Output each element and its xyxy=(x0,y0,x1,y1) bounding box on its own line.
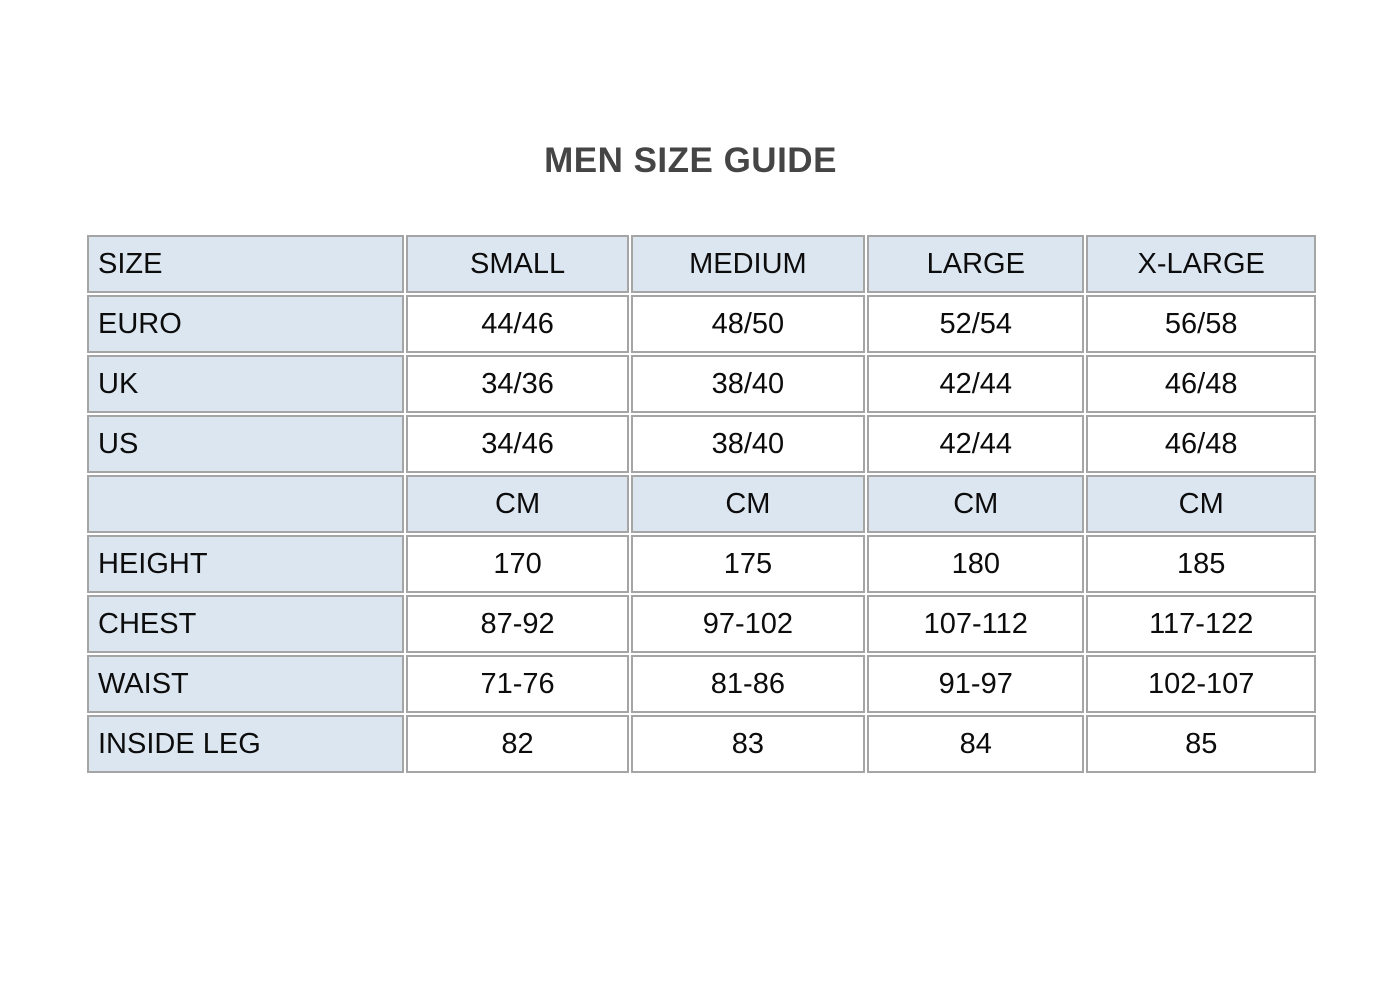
value-cell: 180 xyxy=(867,535,1084,593)
table-row xyxy=(87,475,1316,533)
value-cell: 87-92 xyxy=(406,595,628,653)
value-cell: 83 xyxy=(631,715,865,773)
page-title: MEN SIZE GUIDE xyxy=(544,141,837,180)
row-label-cell: HEIGHT xyxy=(87,535,404,593)
row-label-cell: WAIST xyxy=(87,655,404,713)
value-cell: 46/48 xyxy=(1086,415,1316,473)
value-cell: 81-86 xyxy=(631,655,865,713)
unit-cell: CM xyxy=(631,475,865,533)
header-cell: MEDIUM xyxy=(631,235,865,293)
value-cell: 107-112 xyxy=(867,595,1084,653)
value-cell: 44/46 xyxy=(406,295,628,353)
header-cell: SMALL xyxy=(406,235,628,293)
value-cell: 46/48 xyxy=(1086,355,1316,413)
row-label-cell xyxy=(87,475,404,533)
value-cell: 34/46 xyxy=(406,415,628,473)
header-cell: X-LARGE xyxy=(1086,235,1316,293)
value-cell: 117-122 xyxy=(1086,595,1316,653)
row-label-cell: INSIDE LEG xyxy=(87,715,404,773)
value-cell: 42/44 xyxy=(867,415,1084,473)
unit-cell: CM xyxy=(867,475,1084,533)
table-header-row xyxy=(87,235,1316,293)
value-cell: 56/58 xyxy=(1086,295,1316,353)
table-row xyxy=(87,415,1316,473)
value-cell: 38/40 xyxy=(631,355,865,413)
row-label-cell: UK xyxy=(87,355,404,413)
value-cell: 85 xyxy=(1086,715,1316,773)
row-label-cell: US xyxy=(87,415,404,473)
value-cell: 102-107 xyxy=(1086,655,1316,713)
value-cell: 71-76 xyxy=(406,655,628,713)
value-cell: 84 xyxy=(867,715,1084,773)
value-cell: 42/44 xyxy=(867,355,1084,413)
table-row xyxy=(87,715,1316,773)
value-cell: 48/50 xyxy=(631,295,865,353)
header-size-cell: SIZE xyxy=(87,235,404,293)
value-cell: 82 xyxy=(406,715,628,773)
row-label-cell: EURO xyxy=(87,295,404,353)
header-cell: LARGE xyxy=(867,235,1084,293)
value-cell: 185 xyxy=(1086,535,1316,593)
men-size-guide-table xyxy=(85,233,1318,775)
value-cell: 91-97 xyxy=(867,655,1084,713)
table-row xyxy=(87,355,1316,413)
unit-cell: CM xyxy=(1086,475,1316,533)
table-row xyxy=(87,595,1316,653)
value-cell: 34/36 xyxy=(406,355,628,413)
table-row xyxy=(87,535,1316,593)
table-row xyxy=(87,295,1316,353)
table-row xyxy=(87,655,1316,713)
value-cell: 52/54 xyxy=(867,295,1084,353)
value-cell: 97-102 xyxy=(631,595,865,653)
unit-cell: CM xyxy=(406,475,628,533)
value-cell: 38/40 xyxy=(631,415,865,473)
row-label-cell: CHEST xyxy=(87,595,404,653)
value-cell: 170 xyxy=(406,535,628,593)
value-cell: 175 xyxy=(631,535,865,593)
